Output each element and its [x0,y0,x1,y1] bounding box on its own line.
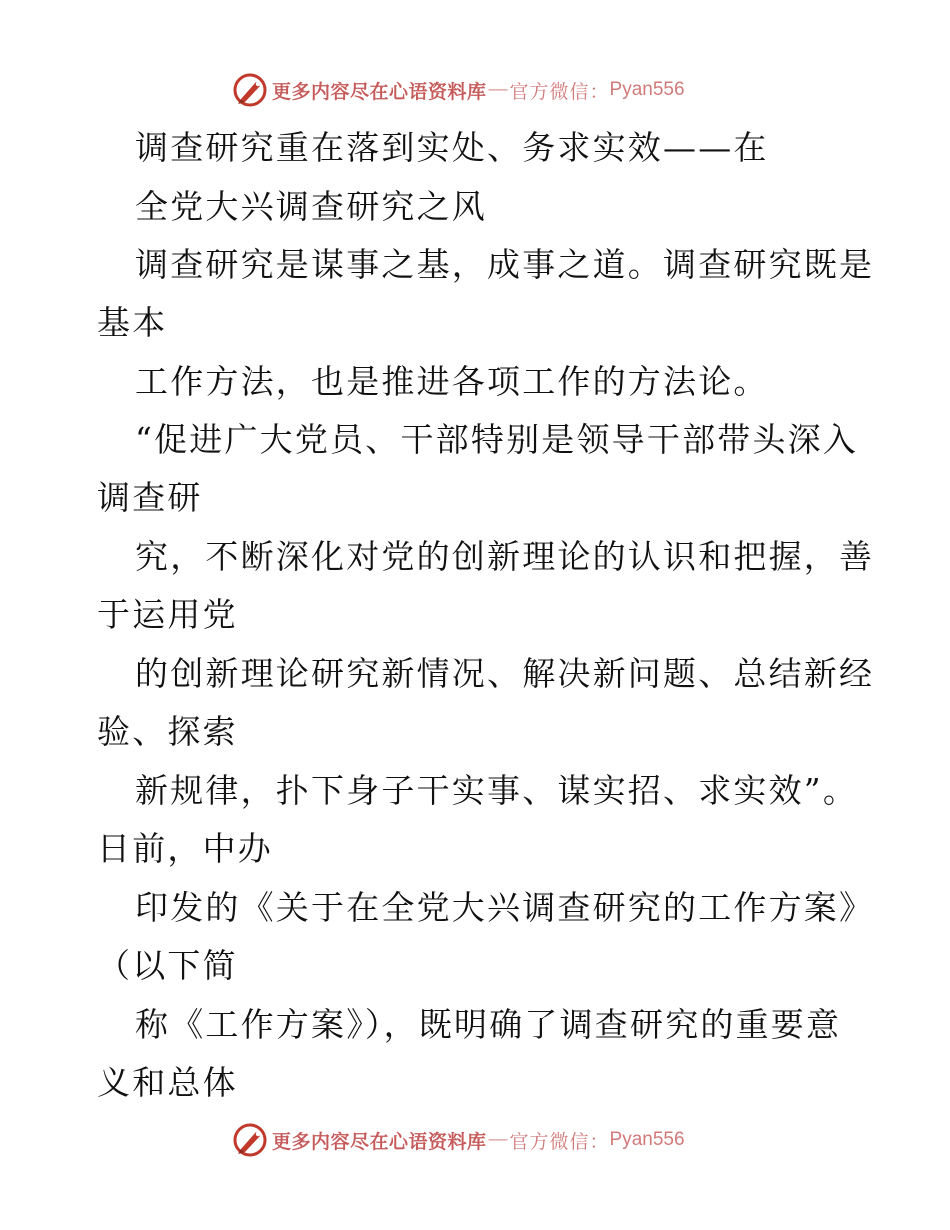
watermark-separator: — [488,79,508,100]
text-line: 的创新理论研究新情况、解决新问题、总结新经 [135,654,875,693]
text-line: 印发的《关于在全党大兴调查研究的工作方案》 [135,888,875,927]
text-line: 于运用党 [97,595,238,634]
watermark-text: 更多内容尽在心语资料库 [272,1130,487,1153]
text-line: 称《工作方案》），既明确了调查研究的重要意 [135,1005,842,1044]
text-line: 工作方法，也是推进各项工作的方法论。 [135,362,769,401]
text-line: 调查研究重在落到实处、务求实效——在 [135,128,769,167]
watermark-account-id: Pyan556 [609,79,685,100]
text-line: “促进广大党员、干部特别是领导干部带头深入 [135,420,859,459]
text-line: （以下简 [97,946,238,985]
watermark-separator: — [488,1129,508,1150]
text-line: 日前，中办 [97,829,273,868]
watermark-banner-bottom [232,1122,685,1158]
watermark-banner-top [232,72,685,108]
text-line: 究，不断深化对党的创新理论的认识和把握，善 [135,537,875,576]
text-line: 义和总体 [97,1063,238,1102]
text-line: 验、探索 [97,712,238,751]
pen-logo-icon [232,1122,268,1158]
pen-logo-icon [232,72,268,108]
text-line: 基本 [97,303,168,342]
watermark-source-label: 官方微信： [509,80,610,103]
text-line: 调查研究是谋事之基，成事之道。调查研究既是 [135,245,875,284]
text-line: 新规律，扑下身子干实事、谋实招、求实效”。 [135,771,859,810]
watermark-text: 更多内容尽在心语资料库 [272,80,487,103]
text-line: 全党大兴调查研究之风 [135,187,487,226]
text-line: 调查研 [97,478,203,517]
watermark-account-id: Pyan556 [609,1129,685,1150]
watermark-source-label: 官方微信： [509,1130,610,1153]
